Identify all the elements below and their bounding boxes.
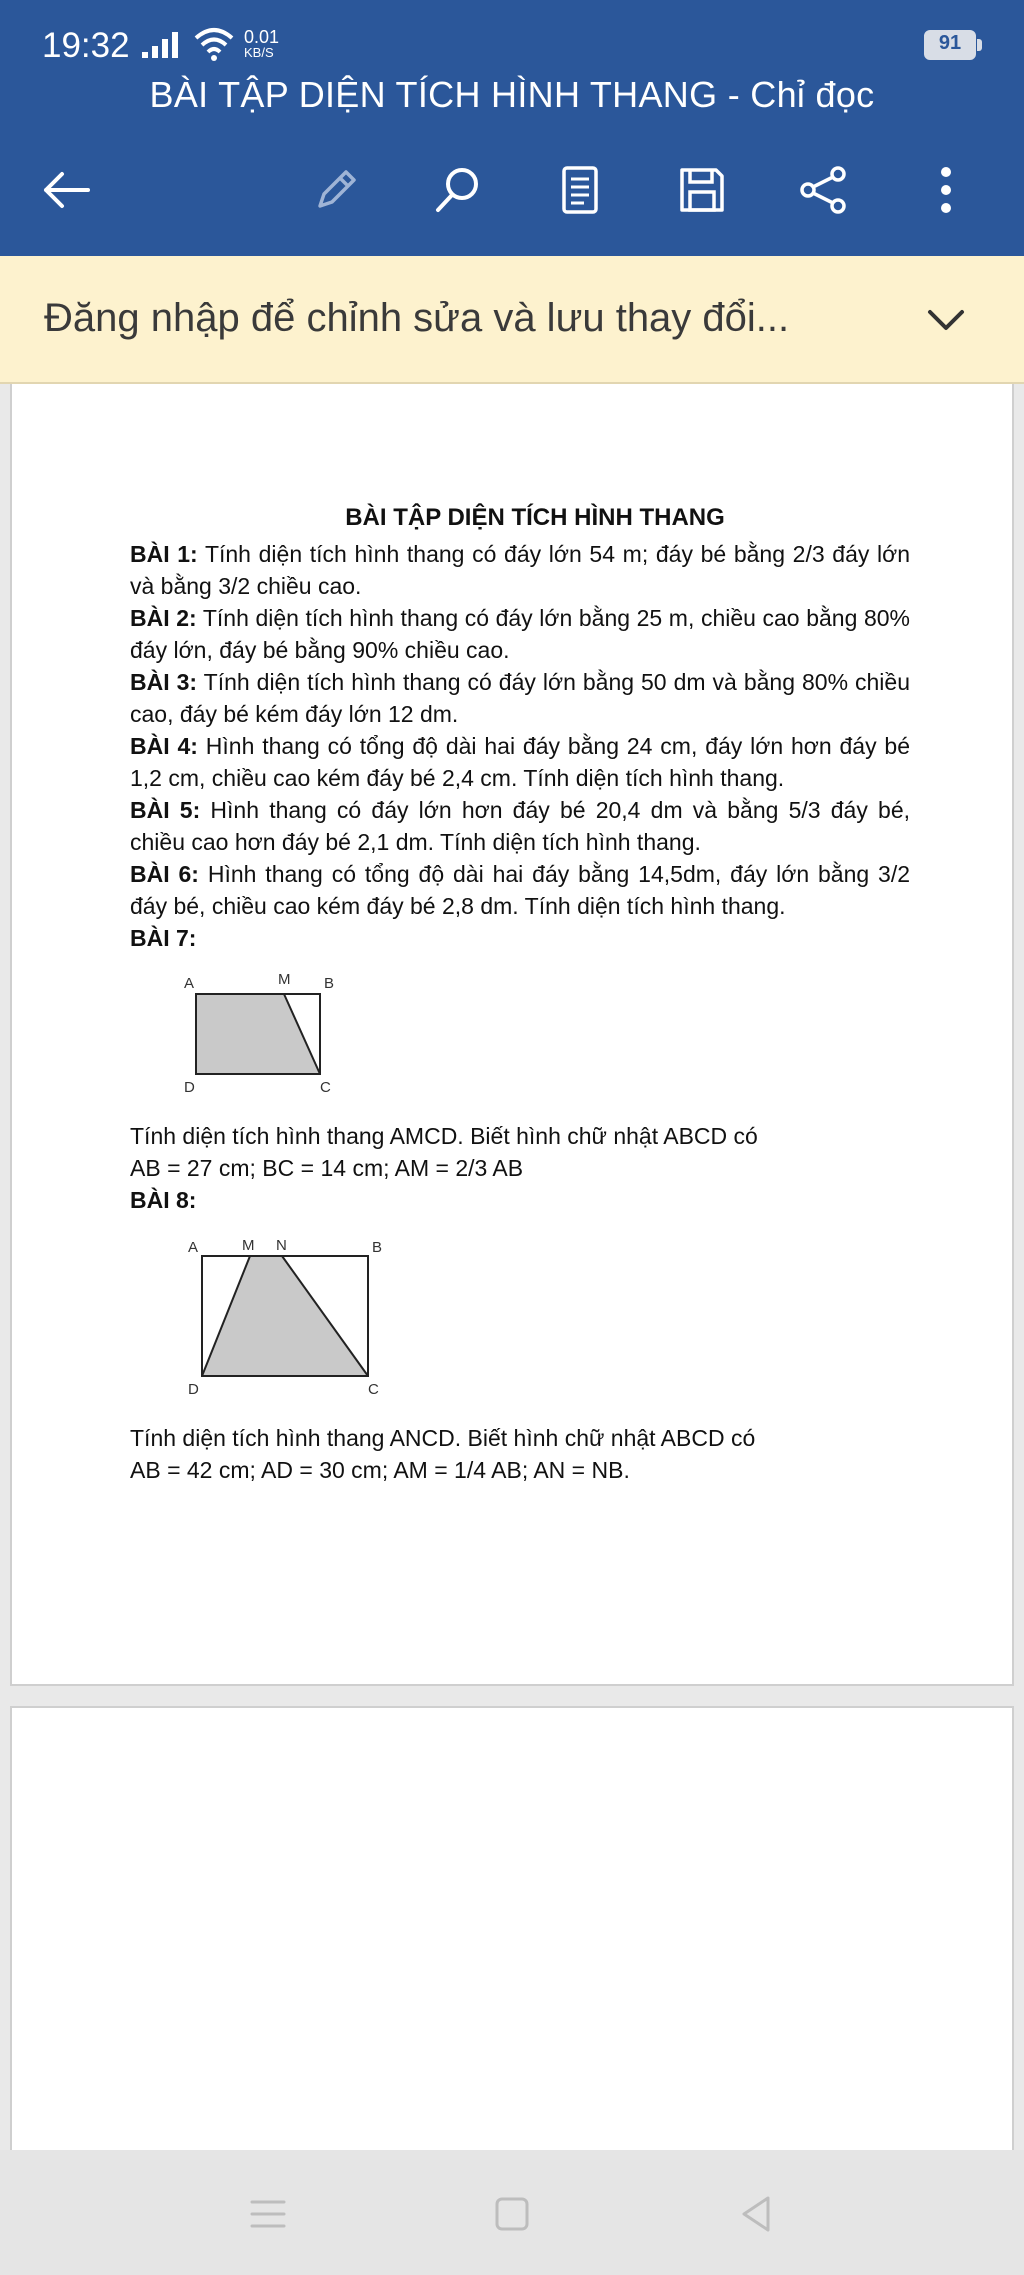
exercise-label: BÀI 7: [130, 925, 197, 951]
figure-bai-8 [170, 1234, 390, 1404]
exercise-text: Hình thang có đáy lớn hơn đáy bé 20,4 dm và bằng 5/3 đáy bé, chiều cao hơn đáy bé 2,1 dm. Tính diện tích hình thang. [130, 797, 910, 855]
pen-icon [310, 164, 362, 216]
more-icon [920, 164, 972, 216]
toolbar [0, 150, 1024, 230]
figure-label-b: B [372, 1239, 383, 1256]
exercise-text: Hình thang có tổng độ dài hai đáy bằng 24 cm, đáy lớn hơn đáy bé 1,2 cm, chiều cao kém đáy bé 2,4 cm. Tính diện tích hình thang. [130, 733, 911, 791]
figure-label-c: C [320, 1079, 331, 1096]
document-heading: BÀI TẬP DIỆN TÍCH HÌNH THANG [345, 504, 725, 531]
exercise-label: BÀI 5: [130, 797, 201, 823]
header [0, 0, 1024, 256]
menu-icon[interactable] [238, 2184, 298, 2244]
reading-view-button[interactable] [540, 150, 620, 230]
navigation-bar [0, 2150, 1024, 2275]
share-icon [798, 164, 850, 216]
document-title: BÀI TẬP DIỆN TÍCH HÌNH THANG - Chỉ đọc [149, 74, 875, 115]
exercise-1 [130, 538, 910, 602]
search-icon [432, 164, 484, 216]
network-speed-value: 0.01 [244, 27, 280, 47]
exercise-label: BÀI 4: [130, 733, 198, 759]
exercise-7-text-1: Tính diện tích hình thang AMCD. Biết hình chữ nhật ABCD có [130, 1123, 758, 1149]
figure-label-a: A [184, 975, 195, 992]
exercise-label: BÀI 6: [130, 861, 199, 887]
exercise-8-text-2: AB = 42 cm; AD = 30 cm; AM = 1/4 AB; AN = NB. [130, 1457, 630, 1483]
exercise-text: Hình thang có tổng độ dài hai đáy bằng 14,5dm, đáy lớn bằng 3/2 đáy bé, chiều cao kém đáy bé 2,8 dm. Tính diện tích hình thang. [130, 861, 911, 919]
figure-label-m: M [278, 972, 291, 988]
exercise-text: Tính diện tích hình thang có đáy lớn bằng 50 dm và bằng 80% chiều cao, đáy bé kém đáy lớn 12 dm. [130, 669, 910, 727]
search-button[interactable] [418, 150, 498, 230]
exercise-7-text-2: AB = 27 cm; BC = 14 cm; AM = 2/3 AB [130, 1155, 524, 1181]
exercise-label: BÀI 3: [130, 669, 198, 695]
exercise-text: Tính diện tích hình thang có đáy lớn bằng 25 m, chiều cao bằng 80% đáy lớn, đáy bé bằng 90% chiều cao. [130, 605, 910, 663]
back-button[interactable] [26, 150, 106, 230]
document-viewport[interactable] [0, 384, 1024, 2150]
status-time: 19:32 [42, 26, 130, 65]
network-speed [244, 28, 294, 59]
exercise-8-text-1: Tính diện tích hình thang ANCD. Biết hình chữ nhật ABCD có [130, 1425, 756, 1451]
exercise-text: Tính diện tích hình thang có đáy lớn 54 m; đáy bé bằng 2/3 đáy lớn và bằng 3/2 chiều cao. [130, 541, 910, 599]
sign-in-banner[interactable] [0, 256, 1024, 384]
exercise-8 [130, 1184, 910, 1216]
exercise-3 [130, 666, 910, 730]
reading-view-icon [554, 164, 606, 216]
figure-label-c: C [368, 1381, 379, 1398]
save-button[interactable] [662, 150, 742, 230]
document-page [10, 384, 1014, 1686]
exercise-label: BÀI 2: [130, 605, 197, 631]
chevron-down-icon[interactable] [918, 292, 974, 348]
back-arrow-icon [40, 164, 92, 216]
wifi-icon [192, 26, 236, 62]
document-page-2 [10, 1706, 1014, 2150]
signal-icon [140, 30, 184, 60]
exercise-label: BÀI 8: [130, 1187, 197, 1213]
exercise-4 [130, 730, 910, 794]
network-speed-unit: KB/S [244, 45, 274, 60]
exercise-label: BÀI 1: [130, 541, 198, 567]
figure-label-d: D [184, 1079, 195, 1096]
back-icon[interactable] [726, 2184, 786, 2244]
figure-label-a: A [188, 1239, 199, 1256]
sign-in-banner-text: Đăng nhập để chỉnh sửa và lưu thay đổi... [44, 296, 790, 340]
figure-label-n: N [276, 1237, 287, 1254]
figure-label-b: B [324, 975, 335, 992]
home-icon[interactable] [482, 2184, 542, 2244]
figure-bai-7 [170, 972, 370, 1102]
exercise-6 [130, 858, 910, 922]
exercise-7 [130, 922, 910, 954]
battery-level: 91 [938, 32, 962, 54]
exercise-2 [130, 602, 910, 666]
more-options-button[interactable] [906, 150, 986, 230]
exercise-5 [130, 794, 910, 858]
save-icon [676, 164, 728, 216]
edit-button[interactable] [296, 150, 376, 230]
battery-icon [924, 30, 982, 60]
figure-label-m: M [242, 1237, 255, 1254]
share-button[interactable] [784, 150, 864, 230]
figure-label-d: D [188, 1381, 199, 1398]
document-content [130, 502, 910, 1486]
